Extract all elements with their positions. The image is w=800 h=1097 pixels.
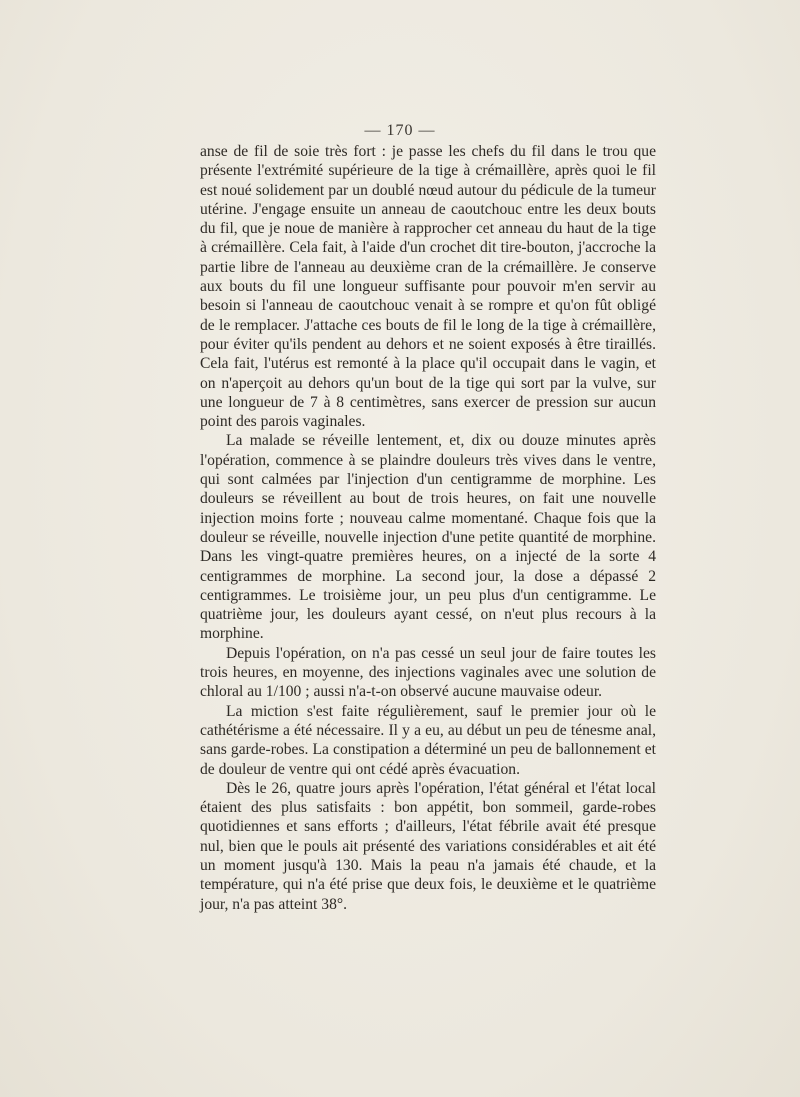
page-body-text xyxy=(200,142,656,914)
page-number: — 170 — xyxy=(364,122,436,139)
paragraph-4: La miction s'est faite régulièrement, sauf le premier jour où le cathétérisme a été nécessaire. Il y a eu, au début un peu de ténesme anal, sans garde-robes. La constipation a déterminé un peu de ballonnement et de douleur de ventre qui ont cédé après évacuation. xyxy=(200,702,656,778)
paragraph-1: anse de fil de soie très fort : je passe les chefs du fil dans le trou que présente l'extrémité supérieure de la tige à crémaillère, après quoi le fil est noué solidement par un doublé nœud autour du pédicule de la tumeur utérine. J'engage ensuite un anneau de caoutchouc entre les deux bouts du fil, que je noue de manière à rapprocher cet anneau du haut de la tige à crémaillère. Cela fait, à l'aide d'un crochet dit tire-bouton, j'accroche la partie libre de l'anneau au deuxième cran de la crémaillère. Je conserve aux bouts du fil une longueur suffisante pour pouvoir m'en servir au besoin si l'anneau de caoutchouc venait à se rompre et qu'on fût obligé de le remplacer. J'attache ces bouts de fil le long de la tige à crémaillère, pour éviter qu'ils pendent au dehors et ne soient exposés à être tiraillés. Cela fait, l'utérus est remonté à la place qu'il occupait dans le vagin, et on n'aperçoit au dehors qu'un bout de la tige qui sort par la vulve, sur une longueur de 7 à 8 centimètres, sans exercer de pression sur aucun point des parois vaginales. xyxy=(200,143,656,431)
paragraph-3: Depuis l'opération, on n'a pas cessé un seul jour de faire toutes les trois heures, en moyenne, des injections vaginales avec une solution de chloral au 1/100 ; aussi n'a-t-on observé aucune mauvaise odeur. xyxy=(200,644,656,701)
paragraph-2: La malade se réveille lentement, et, dix ou douze minutes après l'opération, commence à se plaindre douleurs très vives dans le ventre, qui sont calmées par l'injection d'un centigramme de morphine. Les douleurs se réveillent au bout de trois heures, on fait une nouvelle injection moins forte ; nouveau calme momentané. Chaque fois que la douleur se réveille, nouvelle injection d'une petite quantité de morphine. Dans les vingt-quatre premières heures, on a injecté de la sorte 4 centigrammes de morphine. La second jour, la dose a dépassé 2 centigrammes. Le troisième jour, un peu plus d'un centigramme. Le quatrième jour, les douleurs ayant cessé, on n'eut plus recours à la morphine. xyxy=(200,432,656,643)
paragraph-5: Dès le 26, quatre jours après l'opération, l'état général et l'état local étaient des plus satisfaits : bon appétit, bon sommeil, garde-robes quotidiennes et sans efforts ; d'ailleurs, l'état fébrile avait été presque nul, bien que le pouls ait présenté des variations considérables et ait été un moment jusqu'à 130. Mais la peau n'a jamais été chaude, et la température, qui n'a été prise que deux fois, le deuxième et le quatrième jour, n'a pas atteint 38°. xyxy=(200,779,656,913)
